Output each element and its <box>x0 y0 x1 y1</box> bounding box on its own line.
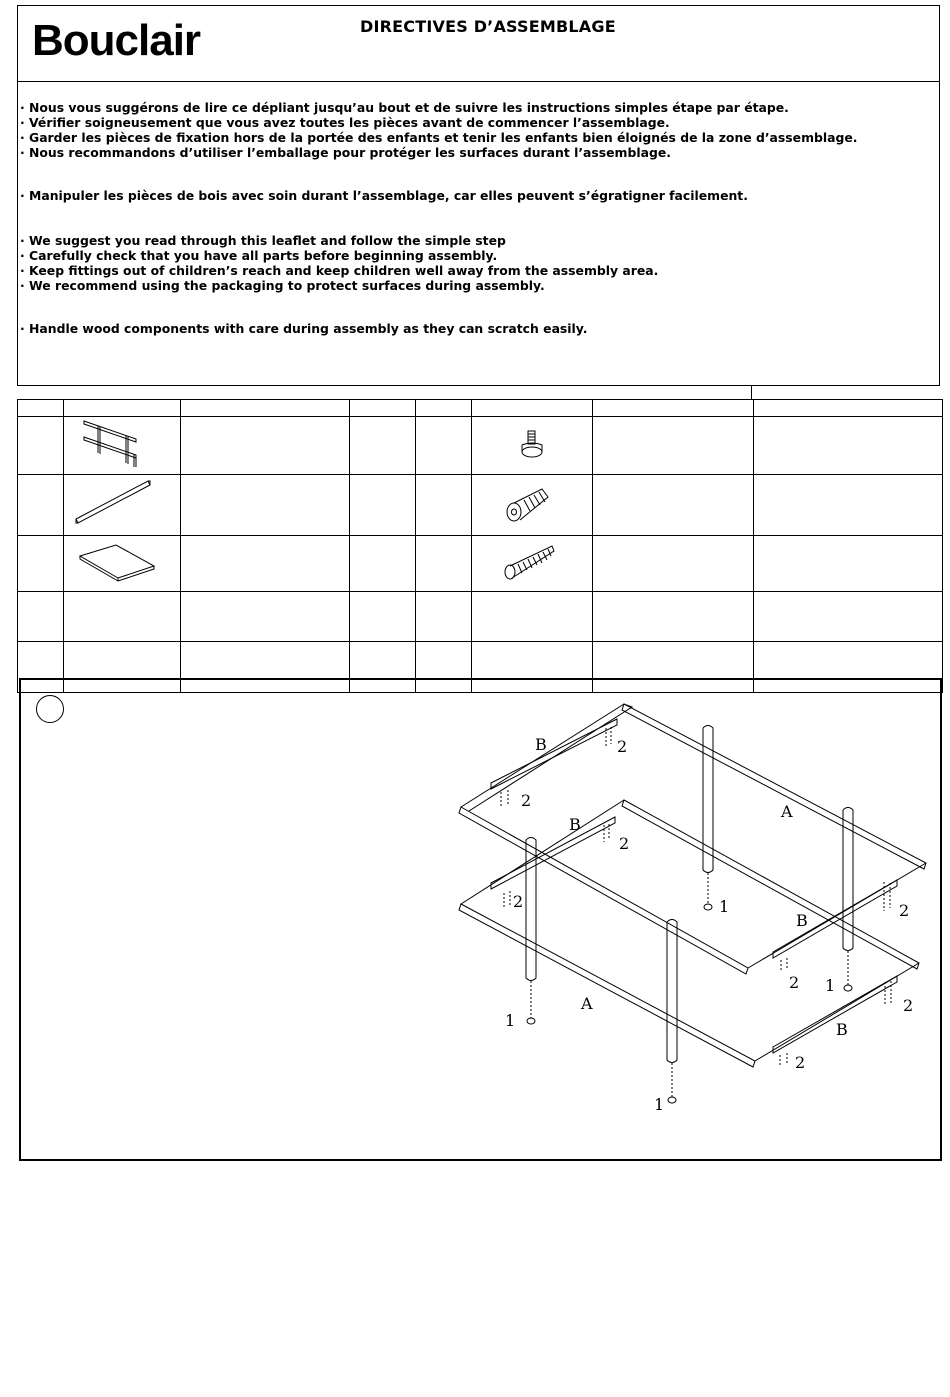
rail-b-icon <box>64 475 181 536</box>
label-2: 2 <box>789 973 800 992</box>
label-2: 2 <box>617 737 628 756</box>
table-row <box>18 536 943 592</box>
leg-front-right <box>667 920 677 1063</box>
table-row <box>18 592 943 642</box>
note-line: · Nous vous suggérons de lire ce dépliant jusqu’au bout et de suivre les instructions simples étape par étape. <box>20 100 789 115</box>
foot-front-left <box>527 1018 535 1024</box>
note-line: · We suggest you read through this leaflet and follow the simple step <box>20 233 506 248</box>
lower-frame-short-right <box>755 963 919 1061</box>
note-line: · Vérifier soigneusement que vous avez toutes les pièces avant de commencer l’assemblage. <box>20 115 670 130</box>
leg-back <box>703 726 713 873</box>
note-line: · We recommend using the packaging to protect surfaces during assembly. <box>20 278 545 293</box>
label-1: 1 <box>654 1095 665 1114</box>
lower-frame-rail-back <box>491 817 615 889</box>
table-header-row <box>18 400 943 417</box>
label-2: 2 <box>795 1053 806 1072</box>
label-a: A <box>581 994 593 1013</box>
notes-french <box>20 100 857 160</box>
note-line: · Carefully check that you have all parts before beginning assembly. <box>20 248 498 263</box>
note-line: · Handle wood components with care during assembly as they can scratch easily. <box>20 321 588 336</box>
label-b: B <box>535 735 547 754</box>
panel-icon <box>64 536 181 592</box>
upper-frame-long-front <box>459 807 748 974</box>
label-b: B <box>796 911 808 930</box>
note-line: · Keep fittings out of children’s reach and keep children well away from the assembly area. <box>20 263 659 278</box>
label-2: 2 <box>903 996 914 1015</box>
parts-table <box>17 399 943 693</box>
table-row <box>18 475 943 536</box>
upper-frame-rail-front <box>773 880 897 958</box>
foot-back <box>704 904 712 910</box>
label-2: 2 <box>513 892 524 911</box>
table-row <box>18 417 943 475</box>
label-2: 2 <box>619 834 630 853</box>
document-title: DIRECTIVES D’ASSEMBLAGE <box>360 17 616 36</box>
label-2: 2 <box>521 791 532 810</box>
connector-bolt-icon <box>472 475 593 536</box>
leveling-foot-icon <box>472 417 593 475</box>
notes-english <box>20 233 658 293</box>
note-line: · Garder les pièces de fixation hors de la portée des enfants et tenir les enfants bien éloignés de la zone d’assemblage. <box>20 130 858 145</box>
note-line: · Manipuler les pièces de bois avec soin durant l’assemblage, car elles peuvent s’égratigner facilement. <box>20 188 748 203</box>
strip-divider <box>751 385 752 400</box>
label-1: 1 <box>719 897 730 916</box>
label-1: 1 <box>825 976 836 995</box>
screw-bolt-icon <box>472 536 593 592</box>
foot-right <box>844 985 852 991</box>
note-french-wood <box>20 188 748 203</box>
label-b: B <box>836 1020 848 1039</box>
note-line: · Nous recommandons d’utiliser l’emballage pour protéger les surfaces durant l’assemblage. <box>20 145 671 160</box>
upper-frame-short-left <box>461 704 632 811</box>
label-2: 2 <box>899 901 910 920</box>
lower-frame-short-left <box>461 800 624 904</box>
lower-frame-long-front <box>459 904 755 1067</box>
assembly-step <box>19 678 942 1161</box>
upper-frame-long-back <box>622 704 926 869</box>
header <box>17 5 940 82</box>
brand-logo: Bouclair <box>32 16 201 65</box>
label-b: B <box>569 815 581 834</box>
frame-a-icon <box>64 417 181 475</box>
assembly-diagram <box>21 680 940 1159</box>
instructions-notes <box>17 81 940 386</box>
label-a: A <box>781 802 793 821</box>
note-english-wood <box>20 321 587 336</box>
foot-front-right <box>668 1097 676 1103</box>
upper-frame-rail-back <box>491 719 617 789</box>
label-1: 1 <box>505 1011 516 1030</box>
